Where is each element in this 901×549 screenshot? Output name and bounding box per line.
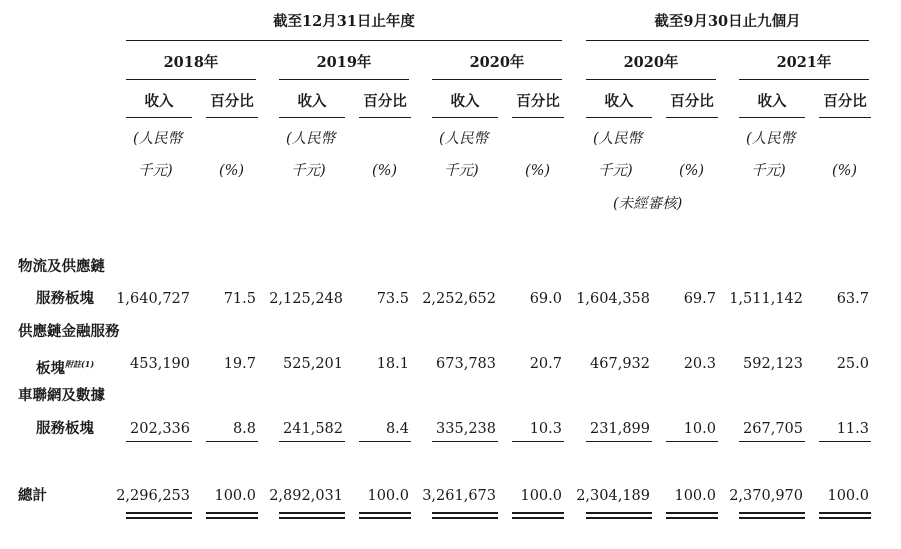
cell-revenue-2020-nine: 467,932 <box>590 356 650 372</box>
total-double-rule <box>739 517 805 519</box>
sub-header-revenue: 收入 <box>450 93 480 110</box>
row-label-iov-data: 車聯網及數據 <box>18 387 105 404</box>
sub-rule <box>512 117 564 118</box>
year-rule <box>586 79 716 80</box>
unit-revenue-line1: (人民幣 <box>133 131 183 147</box>
unit-percent: (%) <box>525 163 551 179</box>
total-percent-2020-nine: 100.0 <box>674 488 716 504</box>
cell-percent-2019: 18.1 <box>376 356 409 372</box>
cell-percent-2020-nine: 69.7 <box>683 291 716 307</box>
unit-revenue-line1: (人民幣 <box>286 131 336 147</box>
unit-percent: (%) <box>679 163 705 179</box>
year-rule <box>739 79 869 80</box>
unit-revenue-line2: 千元) <box>444 163 479 179</box>
period-rule-annual <box>126 40 562 41</box>
cell-percent-2018: 8.8 <box>232 421 256 437</box>
cell-percent-2019: 8.4 <box>385 421 409 437</box>
sub-header-revenue: 收入 <box>144 93 174 110</box>
subtotal-rule <box>819 441 871 442</box>
sub-rule <box>586 117 652 118</box>
cell-revenue-2020-nine: 1,604,358 <box>576 291 650 307</box>
total-percent-2018: 100.0 <box>214 488 256 504</box>
total-double-rule <box>279 517 345 519</box>
cell-revenue-2021-nine: 267,705 <box>743 421 803 437</box>
cell-percent-2018: 19.7 <box>223 356 256 372</box>
subtotal-rule <box>279 441 345 442</box>
cell-percent-2020-nine: 20.3 <box>683 356 716 372</box>
sub-header-revenue: 收入 <box>604 93 634 110</box>
sub-rule <box>739 117 805 118</box>
unaudited-note: (未經審核) <box>613 196 683 212</box>
cell-revenue-2019: 241,582 <box>283 421 343 437</box>
total-double-rule <box>819 517 871 519</box>
total-double-rule <box>126 517 192 519</box>
unit-percent: (%) <box>832 163 858 179</box>
sub-header-revenue: 收入 <box>297 93 327 110</box>
cell-revenue-2018: 1,640,727 <box>116 291 190 307</box>
year-rule <box>279 79 409 80</box>
unit-revenue-line2: 千元) <box>598 163 633 179</box>
sub-rule <box>432 117 498 118</box>
total-label: 總計 <box>18 487 47 504</box>
sub-rule <box>666 117 718 118</box>
row-label-supply-chain-finance: 供應鏈金融服務 <box>18 323 120 340</box>
total-revenue-2021-nine: 2,370,970 <box>729 488 803 504</box>
cell-revenue-2020-nine: 231,899 <box>590 421 650 437</box>
total-double-rule <box>512 517 564 519</box>
unit-revenue-line1: (人民幣 <box>746 131 796 147</box>
cell-percent-2021-nine: 11.3 <box>836 421 869 437</box>
cell-revenue-2019: 2,125,248 <box>269 291 343 307</box>
cell-revenue-2020: 2,252,652 <box>422 291 496 307</box>
cell-percent-2020: 10.3 <box>529 421 562 437</box>
total-double-rule <box>206 512 258 514</box>
unit-percent: (%) <box>219 163 245 179</box>
sub-rule <box>126 117 192 118</box>
cell-percent-2020-nine: 10.0 <box>683 421 716 437</box>
subtotal-rule <box>586 441 652 442</box>
total-double-rule <box>126 512 192 514</box>
sub-rule <box>819 117 871 118</box>
total-revenue-2020-nine: 2,304,189 <box>576 488 650 504</box>
total-double-rule <box>359 517 411 519</box>
total-percent-2021-nine: 100.0 <box>827 488 869 504</box>
total-revenue-2020: 3,261,673 <box>422 488 496 504</box>
cell-revenue-2021-nine: 592,123 <box>743 356 803 372</box>
cell-percent-2021-nine: 63.7 <box>836 291 869 307</box>
unit-revenue-line1: (人民幣 <box>593 131 643 147</box>
unit-revenue-line2: 千元) <box>751 163 786 179</box>
sub-header-percent: 百分比 <box>363 93 407 110</box>
cell-revenue-2019: 525,201 <box>283 356 343 372</box>
total-revenue-2019: 2,892,031 <box>269 488 343 504</box>
total-double-rule <box>206 517 258 519</box>
cell-percent-2018: 71.5 <box>223 291 256 307</box>
footnote-marker: 附註(1) <box>65 359 95 369</box>
subtotal-rule <box>206 441 258 442</box>
cell-percent-2019: 73.5 <box>376 291 409 307</box>
unit-revenue-line2: 千元) <box>291 163 326 179</box>
sub-rule <box>359 117 411 118</box>
total-double-rule <box>586 517 652 519</box>
sub-header-percent: 百分比 <box>670 93 714 110</box>
subtotal-rule <box>666 441 718 442</box>
sub-header-percent: 百分比 <box>516 93 560 110</box>
year-header-2019: 2019年 <box>316 54 372 71</box>
total-double-rule <box>666 517 718 519</box>
year-rule <box>432 79 562 80</box>
unit-percent: (%) <box>372 163 398 179</box>
cell-percent-2020: 69.0 <box>529 291 562 307</box>
total-double-rule <box>359 512 411 514</box>
sub-rule <box>279 117 345 118</box>
cell-percent-2021-nine: 25.0 <box>836 356 869 372</box>
row-label-iov-data-cont: 服務板塊 <box>36 420 94 437</box>
unit-revenue-line1: (人民幣 <box>439 131 489 147</box>
total-double-rule <box>666 512 718 514</box>
sub-rule <box>206 117 258 118</box>
subtotal-rule <box>432 441 498 442</box>
total-revenue-2018: 2,296,253 <box>116 488 190 504</box>
year-rule <box>126 79 256 80</box>
subtotal-rule <box>512 441 564 442</box>
row-label-supply-chain-finance-cont: 板塊$^{附註(1)}$ <box>36 359 95 377</box>
total-percent-2019: 100.0 <box>367 488 409 504</box>
total-double-rule <box>739 512 805 514</box>
cell-revenue-2018: 202,336 <box>130 421 190 437</box>
row-label-logistics-cont: 服務板塊 <box>36 290 94 307</box>
subtotal-rule <box>359 441 411 442</box>
sub-header-percent: 百分比 <box>823 93 867 110</box>
cell-revenue-2018: 453,190 <box>130 356 190 372</box>
subtotal-rule <box>739 441 805 442</box>
year-header-2020-nine: 2020年 <box>623 54 679 71</box>
year-header-2021-nine: 2021年 <box>776 54 832 71</box>
period-header-annual: 截至12月31日止年度 <box>273 13 415 30</box>
total-double-rule <box>432 512 498 514</box>
sub-header-percent: 百分比 <box>210 93 254 110</box>
sub-header-revenue: 收入 <box>757 93 787 110</box>
year-header-2018: 2018年 <box>163 54 219 71</box>
total-double-rule <box>512 512 564 514</box>
period-header-nine-months: 截至9月30日止九個月 <box>654 13 801 30</box>
year-header-2020: 2020年 <box>469 54 525 71</box>
period-rule-nine-months <box>586 40 869 41</box>
total-percent-2020: 100.0 <box>520 488 562 504</box>
cell-revenue-2020: 335,238 <box>436 421 496 437</box>
cell-percent-2020: 20.7 <box>529 356 562 372</box>
subtotal-rule <box>126 441 192 442</box>
cell-revenue-2020: 673,783 <box>436 356 496 372</box>
total-double-rule <box>279 512 345 514</box>
total-double-rule <box>432 517 498 519</box>
unit-revenue-line2: 千元) <box>138 163 173 179</box>
cell-revenue-2021-nine: 1,511,142 <box>729 291 803 307</box>
total-double-rule <box>586 512 652 514</box>
row-label-logistics: 物流及供應鏈 <box>18 258 105 275</box>
total-double-rule <box>819 512 871 514</box>
